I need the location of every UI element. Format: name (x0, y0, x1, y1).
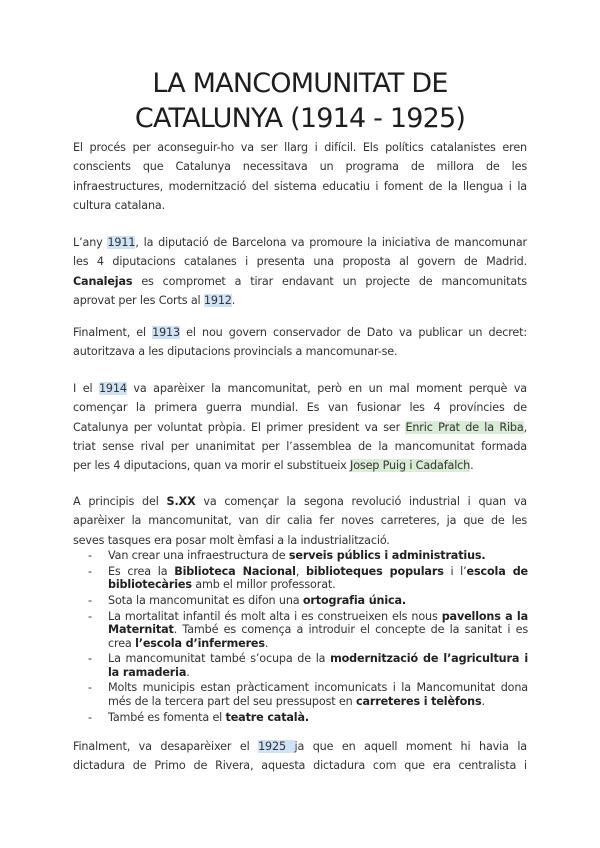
highlight-year-1913: 1913 (152, 326, 180, 339)
highlight-puig-i-cadafalch: Josep Puig i Cadafalch (350, 459, 471, 473)
paragraph-1913: Finalment, el 1913 el nou govern conservador de Dato va publicar un decret: autoritzava a les diputacions provincials a mancomunar-se. (73, 326, 527, 359)
list-item: - La mancomunitat també s’ocupa de la modernització de l’agricultura i la ramaderia. (88, 652, 529, 679)
highlight-year-1912: 1912 (203, 293, 232, 307)
highlight-year-1914: 1914 (98, 382, 127, 395)
list-item: - Sota la mancomunitat es difon una ortografia única. (88, 593, 406, 607)
paragraph-1911: L’any 1911, la diputació de Barcelona va promoure la iniciativa de mancomunar les 4 diputacions catalanes i presenta una proposta al govern de Madrid. Canalejas es compromet a tirar endavant un projecte de mancomunitats aprovat per les Corts al 1912. (73, 236, 527, 307)
paragraph-sxx: A principis del S.XX va començar la segona revolució industrial i quan va aparèixer la mancomunitat, van dir calia fer noves carreteres, ja que de les seves tasques era posar molt èmfasi a la industrialització. (73, 495, 528, 547)
page-title: LA MANCOMUNITAT DE CATALUNYA (1914 - 1925) (134, 68, 466, 134)
highlight-year-1911: 1911 (107, 236, 136, 249)
list-item: - Van crear una infraestructura de serveis públics i administratius. (88, 549, 486, 562)
paragraph-1914: I el 1914 va aparèixer la mancomunitat, però en un mal moment perquè va començar la primera guerra mundial. Es van fusionar les 4 províncies de Catalunya per voluntat pròpia. El primer president va ser Enric Prat de la Riba, triat sense rival per unanimitat per l’assemblea de la mancomunitat formada per les 4 diputacions, quan va morir el substitueix Josep Puig i Cadafalch. (73, 382, 527, 473)
bold-sxx: S.XX (166, 495, 196, 508)
list-item: - La mortalitat infantil és molt alta i es construeixen els nous pavellons a la Maternitat. També es comença a introduir el concepte de la sanitat i es crea l’escola d’infermeres. (88, 609, 528, 650)
highlight-prat-de-la-riba: Enric Prat de la Riba (405, 420, 524, 434)
list-item: - Molts municipis estan pràcticament incomunicats i la Mancomunitat dona més de la tercera part del seu pressupost en carreteres i telèfons. (88, 681, 528, 708)
list-item: - També es fomenta el teatre català. (88, 710, 309, 724)
highlight-year-1925: 1925 (258, 740, 295, 753)
paragraph-1925: Finalment, va desaparèixer el 1925 ja que en aquell moment hi havia la dictadura de Primo de Rivera, aquesta dictadura com que era centralista i (73, 740, 527, 773)
paragraph-intro: El procés per aconseguir-ho va ser llarg i difícil. Els polítics catalanistes eren conscients que Catalunya necessitava un programa de millora de les infraestructures, modernització del sistema educatiu i foment de la llengua i la cultura catalana. (73, 141, 527, 212)
bold-canalejas: Canalejas (73, 274, 133, 288)
achievements-list (88, 549, 528, 726)
list-item: - Es crea la Biblioteca Nacional, biblioteques populars i l’escola de bibliotecàries amb el millor professorat. (88, 564, 528, 592)
